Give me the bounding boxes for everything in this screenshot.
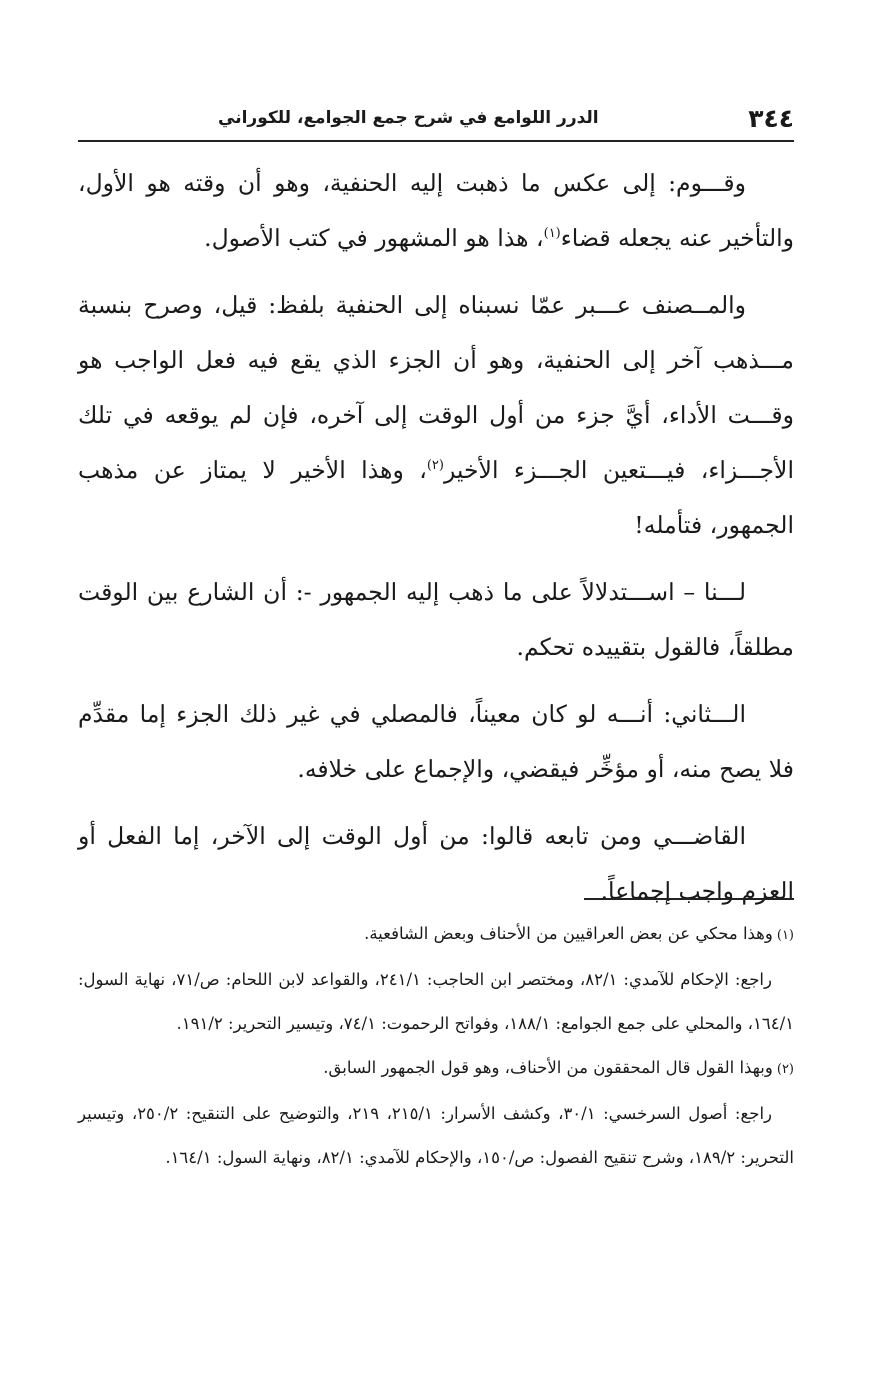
paragraph-2-text-after: ، وهذا الأخير لا يمتاز عن مذهب الجمهور، فتأمله! <box>78 456 794 539</box>
paragraph-4: الـــثاني: أنـــه لو كان معيناً، فالمصلي في غير ذلك الجزء إما مقدِّم فلا يصح منه، أو مؤخِّر فيقضي، والإجماع على خلافه. <box>78 700 794 783</box>
paragraph-1 <box>78 156 794 266</box>
footnote-2-references: راجع: أصول السرخسي: ٣٠/١، وكشف الأسرار: ٢١٥/١، ٢١٩، والتوضيح على التنقيح: ٢٥٠/٢، وتيسير التحرير: ١٨٩/٢، وشرح تنقيح الفصول: ص/١٥٠، والإحكام للآمدي: ٨٢/١، ونهاية السول: ١٦٤/١. <box>78 1104 794 1167</box>
footnote-1-text: وهذا محكي عن بعض العراقيين من الأحناف وبعض الشافعية. <box>364 924 773 943</box>
paragraph-5: القاضـــي ومن تابعه قالوا: من أول الوقت إلى الآخر، إما الفعل أو العزم واجب إجماعاً. <box>78 822 794 905</box>
page-header <box>78 98 794 138</box>
main-text <box>78 156 794 931</box>
footnote-2-text: وبهذا القول قال المحققون من الأحناف، وهو قول الجمهور السابق. <box>323 1058 773 1077</box>
paragraph-2-text: والمــصنف عـــبر عمّا نسبناه إلى الحنفية بلفظ: قيل، وصرح بنسبة مـــذهب آخر إلى الحنفية، وهو أن الجزء الذي يقع فيه فعل الواجب هو وقـــت الأداء، أيَّ جزء من أول الوقت إلى آخره، فإن لم يوقعه في تلك الأجـــزاء، فيـــتعين الجـــزء الأخير <box>78 291 794 484</box>
footnote-ref-1: (١) <box>543 226 561 242</box>
footnote-1-references: راجع: الإحكام للآمدي: ٨٢/١، ومختصر ابن الحاجب: ٢٤١/١، والقواعد لابن اللحام: ص/٧١، نهاية السول: ١٦٤/١، والمحلي على جمع الجوامع: ١٨٨/١، وفواتح الرحموت: ٧٤/١، وتيسير التحرير: ١٩١/٢. <box>78 970 794 1033</box>
running-title: الدرر اللوامع في شرح جمع الجوامع، للكوراني <box>218 108 599 128</box>
page-number: ٣٤٤ <box>748 103 794 133</box>
paragraph-2 <box>78 278 794 553</box>
footnote-ref-2: (٢) <box>426 458 444 474</box>
header-rule <box>78 140 794 142</box>
footnote-1 <box>78 912 794 958</box>
paragraph-3: لـــنا – اســـتدلالاً على ما ذهب إليه الجمهور -: أن الشارع بين الوقت مطلقاً، فالقول بتقييده تحكم. <box>78 578 794 661</box>
footnotes <box>78 912 794 1180</box>
paragraph-1-text: وقـــوم: إلى عكس ما ذهبت إليه الحنفية، وهو أن وقته هو الأول، والتأخير عنه يجعله قضاء <box>78 169 794 252</box>
footnote-1-mark: (١) <box>776 928 794 943</box>
footnote-2 <box>78 1046 794 1092</box>
footnote-separator <box>584 898 794 900</box>
footnote-2-mark: (٢) <box>776 1062 794 1077</box>
paragraph-1-text-after: ، هذا هو المشهور في كتب الأصول. <box>204 224 544 252</box>
